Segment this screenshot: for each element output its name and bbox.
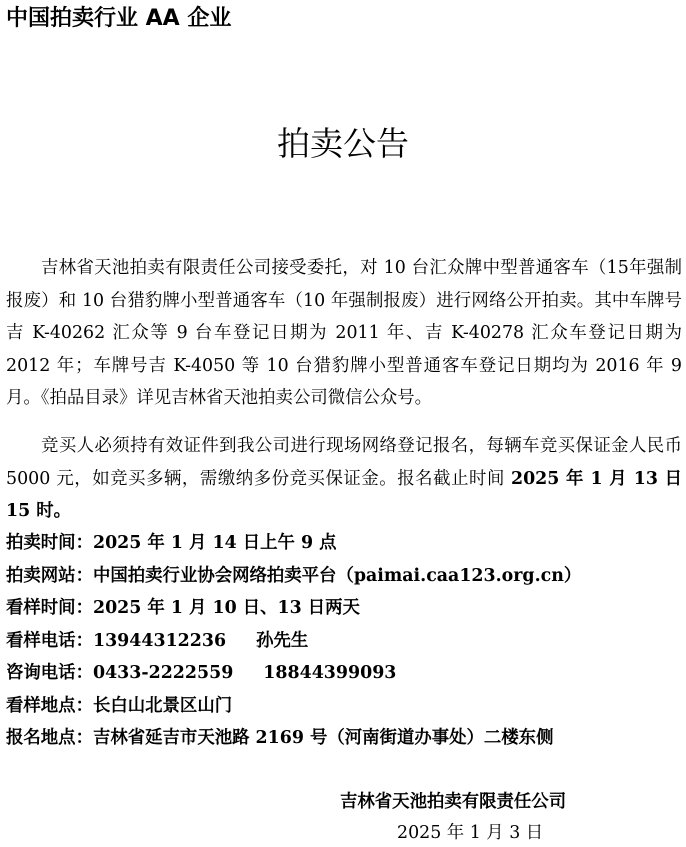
info-row-viewing-place [6, 690, 682, 723]
phone-number: 18844399093 [263, 663, 397, 683]
auction-site-link: 中国拍卖行业协会网络拍卖平台（paimai.caa123.org.cn） [92, 565, 582, 586]
info-label: 拍卖网站： [6, 565, 93, 586]
announcement-paragraph-1: 吉林省天池拍卖有限责任公司接受委托，对 10 台汇众牌中型普通客车（15年强制报废）和 10 台猎豹牌小型普通客车（10 年强制报废）进行网络公开拍卖。其中车牌号吉 K-40262 汇众等 9 台车登记日期为 2011 年、吉 K-40278 汇众车登记日期为 2012 年；车牌号吉 K-4050 等 10 台猎豹牌小型普通客车登记日期均为 2016 年 9 月。《拍品目录》详见吉林省天池拍卖公司微信公众号。 [6, 258, 682, 408]
info-value: 吉林省延吉市天池路 2169 号（河南街道办事处）二楼东侧 [92, 728, 554, 748]
signature-company: 吉林省天池拍卖有限责任公司 [340, 792, 567, 812]
info-value: 长白山北景区山门 [92, 695, 233, 716]
info-row-auction-site [6, 560, 682, 593]
info-row-registration-place [6, 722, 682, 755]
info-row-auction-time [6, 527, 682, 560]
auction-info-list [6, 527, 682, 755]
announcement-paragraph-2 [6, 430, 682, 528]
info-row-viewing-time [6, 592, 682, 625]
info-row-inquiry-phone [6, 657, 682, 690]
registration-requirements: 竞买人必须持有效证件到我公司进行现场网络登记报名，每辆车竞买保证金人民币 5000 元，如竞买多辆，需缴纳多份竞买保证金。报名截止时间 [6, 436, 682, 489]
info-value: 2025 年 1 月 10 日、13 日两天 [92, 598, 360, 618]
info-label: 看样电话： [6, 630, 93, 651]
info-label: 拍卖时间： [6, 533, 93, 553]
info-label: 报名地点： [6, 728, 93, 748]
contact-person: 孙先生 [256, 630, 309, 651]
phone-number: 0433-2222559 [92, 663, 234, 683]
header-brand: 中国拍卖行业 AA 企业 [6, 6, 232, 31]
info-label: 看样时间： [6, 598, 93, 618]
info-label: 看样地点： [6, 695, 93, 716]
registration-deadline: 2025 年 1 月 13 日 15 时。 [6, 468, 682, 521]
info-value: 2025 年 1 月 14 日上午 9 点 [92, 533, 337, 553]
page-title: 拍卖公告 [277, 124, 409, 163]
signature-date: 2025 年 1 月 3 日 [397, 823, 544, 843]
info-label: 咨询电话： [6, 663, 93, 683]
info-row-viewing-phone [6, 625, 682, 658]
phone-number: 13944312236 [92, 630, 227, 651]
